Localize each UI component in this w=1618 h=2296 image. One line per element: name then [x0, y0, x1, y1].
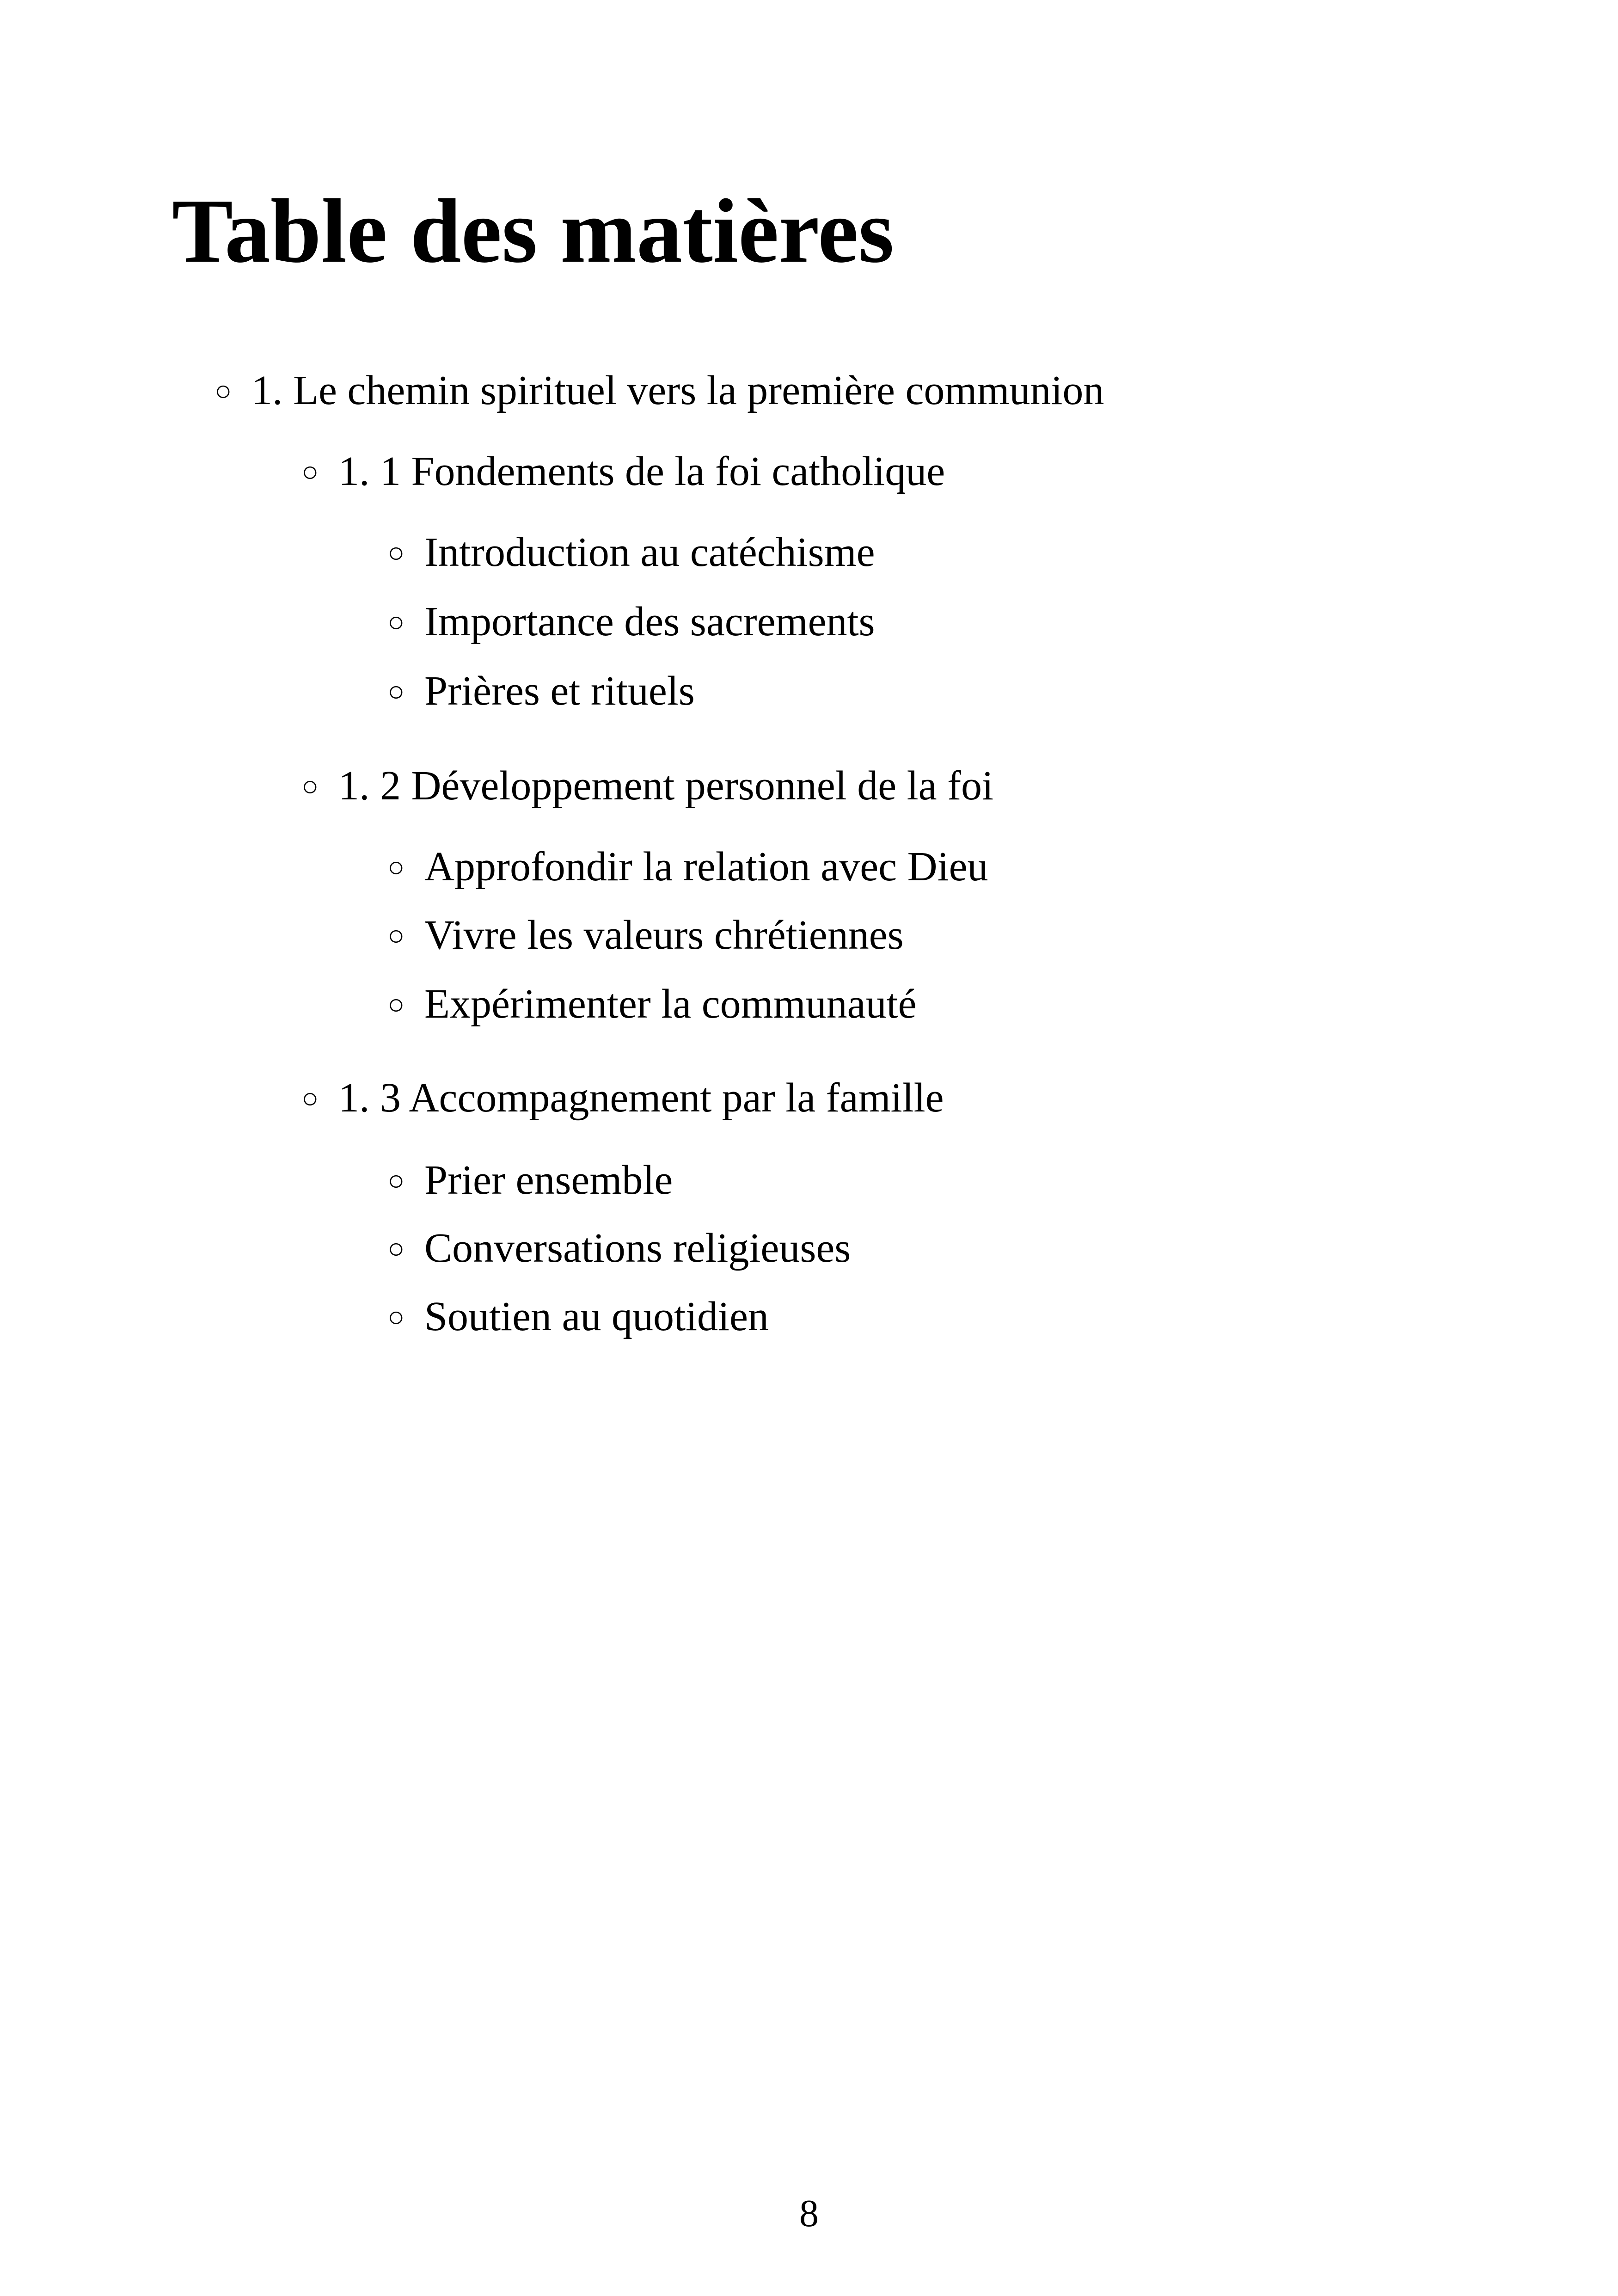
toc-item[interactable] [387, 841, 988, 893]
circle-bullet-icon: ○ [387, 607, 405, 638]
page-title: Table des matières [172, 180, 894, 282]
circle-bullet-icon: ○ [387, 1165, 405, 1197]
circle-bullet-icon: ○ [387, 920, 405, 952]
toc-item[interactable] [387, 666, 695, 717]
toc-entry-label: Prier ensemble [424, 1157, 673, 1203]
circle-bullet-icon: ○ [301, 771, 319, 802]
circle-bullet-icon: ○ [301, 456, 319, 488]
circle-bullet-icon: ○ [301, 1083, 319, 1114]
toc-entry-label: 1. 2 Développement personnel de la foi [338, 763, 994, 809]
toc-item[interactable] [387, 910, 904, 961]
toc-item[interactable] [387, 1223, 851, 1274]
toc-section-1-1[interactable] [301, 446, 945, 497]
toc-entry-label: Importance des sacrements [424, 599, 875, 645]
circle-bullet-icon: ○ [387, 852, 405, 883]
circle-bullet-icon: ○ [387, 537, 405, 569]
page-number: 8 [799, 2192, 819, 2235]
toc-item[interactable] [387, 979, 917, 1030]
toc-entry-label: Prières et rituels [424, 668, 695, 714]
toc-entry-label: Expérimenter la communauté [424, 981, 917, 1027]
toc-item[interactable] [387, 1155, 673, 1206]
toc-item[interactable] [387, 596, 875, 648]
toc-section-1-3[interactable] [301, 1073, 944, 1124]
circle-bullet-icon: ○ [215, 375, 232, 407]
toc-section-1-2[interactable] [301, 761, 993, 812]
toc-entry-label: 1. 1 Fondements de la foi catholique [338, 448, 945, 494]
circle-bullet-icon: ○ [387, 676, 405, 707]
toc-entry-label: 1. 3 Accompagnement par la famille [338, 1075, 944, 1121]
toc-chapter-1[interactable] [215, 365, 1104, 417]
toc-item[interactable] [387, 527, 875, 578]
toc-entry-label: 1. Le chemin spirituel vers la première communion [251, 368, 1104, 413]
toc-entry-label: Conversations religieuses [424, 1225, 851, 1271]
circle-bullet-icon: ○ [387, 989, 405, 1020]
toc-entry-label: Introduction au catéchisme [424, 529, 875, 575]
toc-entry-label: Approfondir la relation avec Dieu [424, 844, 988, 890]
circle-bullet-icon: ○ [387, 1233, 405, 1265]
circle-bullet-icon: ○ [387, 1301, 405, 1333]
toc-entry-label: Vivre les valeurs chrétiennes [424, 912, 904, 958]
toc-entry-label: Soutien au quotidien [424, 1294, 769, 1339]
toc-item[interactable] [387, 1291, 769, 1343]
